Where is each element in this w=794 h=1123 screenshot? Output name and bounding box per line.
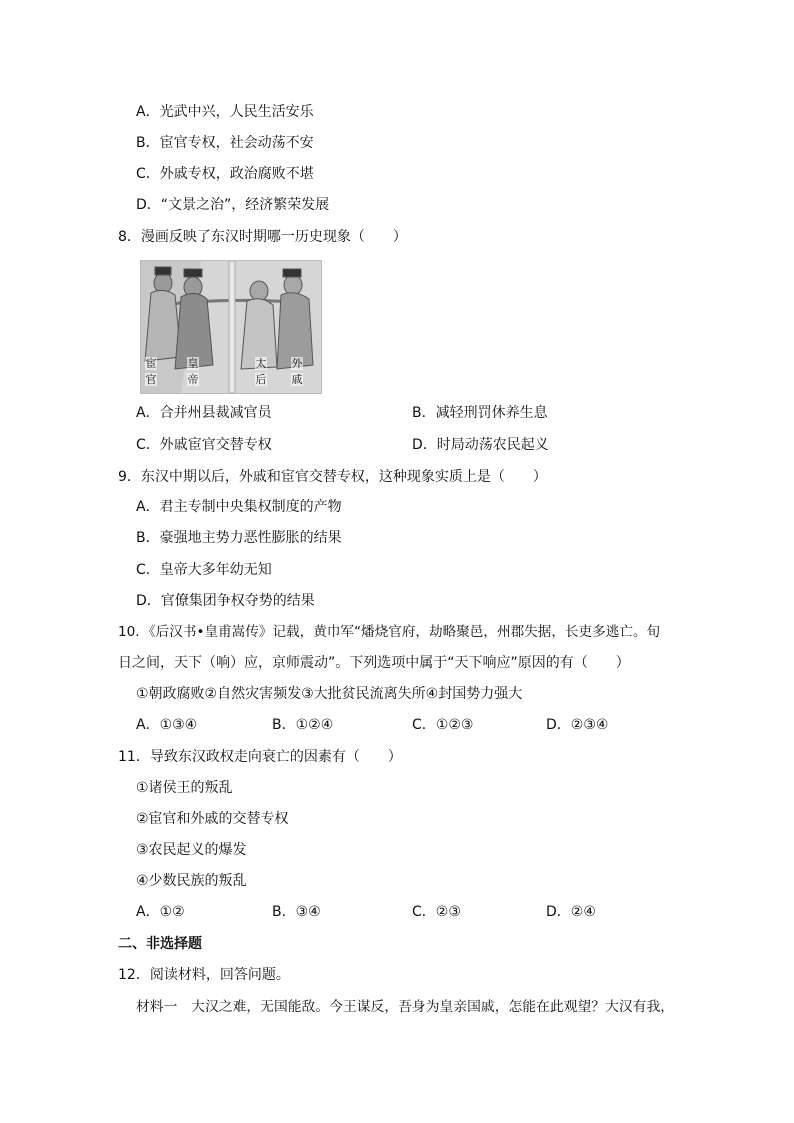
q11-stem: 11．导致东汉政权走向衰亡的因素有（ ） xyxy=(118,749,402,765)
q11-option-a: A．①② xyxy=(136,904,185,920)
q8-option-d: D．时局动荡农民起义 xyxy=(412,437,549,453)
q9-stem: 9．东汉中期以后，外戚和宦官交替专权，这种现象实质上是（ ） xyxy=(118,469,547,485)
cartoon-label-empress-2: 后 xyxy=(255,373,267,386)
q11-option-b: B．③④ xyxy=(272,904,321,920)
q11-option-c: C．②③ xyxy=(412,904,461,920)
q11-statement-1: ①诸侯王的叛乱 xyxy=(136,780,233,796)
cartoon-label-emperor-2: 帝 xyxy=(187,373,199,386)
q11-statement-2: ②宦官和外戚的交替专权 xyxy=(136,811,289,827)
q12-stem: 12．阅读材料，回答问题。 xyxy=(118,967,290,983)
q7-option-c: C．外戚专权，政治腐败不堪 xyxy=(136,166,314,182)
q10-stem-line2: 日之间，天下（响）应，京师震动”。下列选项中属于“天下响应”原因的有（ ） xyxy=(118,655,630,671)
cartoon-label-eunuch-1: 宦 xyxy=(145,357,157,370)
q10-statements: ①朝政腐败②自然灾害频发③大批贫民流离失所④封国势力强大 xyxy=(136,686,523,702)
cartoon-label-consort-2: 戚 xyxy=(291,373,303,386)
q10-stem-line1: 10．《后汉书•皇甫嵩传》记载，黄巾军“燔烧官府，劫略聚邑，州郡失据，长吏多逃亡。旬 xyxy=(118,624,661,640)
q10-option-a: A．①③④ xyxy=(136,717,198,733)
q11-statement-4: ④少数民族的叛乱 xyxy=(136,873,247,889)
cartoon-label-emperor-1: 皇 xyxy=(187,357,199,370)
q7-option-a: A．光武中兴，人民生活安乐 xyxy=(136,104,314,120)
q7-option-d: D．“文景之治”，经济繁荣发展 xyxy=(136,197,330,213)
q8-option-b: B．减轻刑罚休养生息 xyxy=(412,405,548,421)
cartoon-label-consort-1: 外 xyxy=(291,357,303,370)
q9-option-b: B．豪强地主势力恶性膨胀的结果 xyxy=(136,530,342,546)
cartoon-label-eunuch-2: 官 xyxy=(145,373,157,386)
q8-cartoon-image xyxy=(140,260,322,394)
cartoon-label-empress-1: 太 xyxy=(255,357,267,370)
q8-option-a: A．合并州县裁减官员 xyxy=(136,405,272,421)
q11-option-d: D．②④ xyxy=(546,904,596,920)
q10-option-d: D．②③④ xyxy=(546,717,609,733)
q11-statement-3: ③农民起义的爆发 xyxy=(136,842,247,858)
q10-option-c: C．①②③ xyxy=(412,717,474,733)
q9-option-c: C．皇帝大多年幼无知 xyxy=(136,562,272,578)
q12-material-1: 材料一 大汉之难，无国能敌。今王谋反，吾身为皇亲国戚，怎能在此观望？大汉有我， xyxy=(136,999,675,1015)
q9-option-a: A．君主专制中央集权制度的产物 xyxy=(136,499,342,515)
q8-option-c: C．外戚宦官交替专权 xyxy=(136,437,272,453)
q10-option-b: B．①②④ xyxy=(272,717,334,733)
q9-option-d: D．官僚集团争权夺势的结果 xyxy=(136,593,315,609)
section-title-non-choice: 二、非选择题 xyxy=(118,936,202,952)
q7-option-b: B．宦官专权，社会动荡不安 xyxy=(136,135,314,151)
q8-stem: 8．漫画反映了东汉时期哪一历史现象（ ） xyxy=(118,229,407,245)
